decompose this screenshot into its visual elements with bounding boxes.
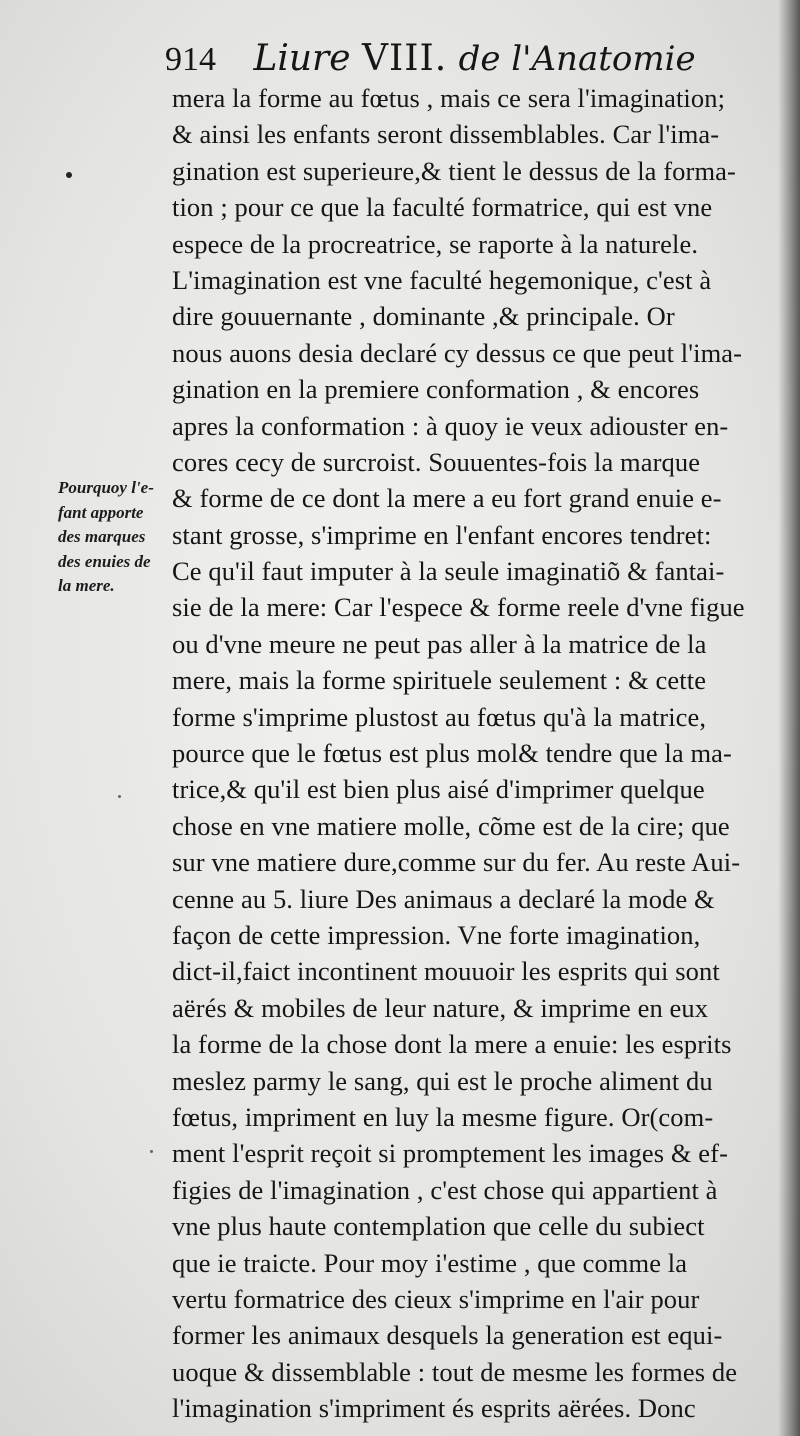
header-subject: de l'Anatomie [458,39,696,79]
text-line: façon de cette impression. Vne forte imagination, [172,919,701,950]
text-line: Ce qu'il faut imputer à la seule imaginatiõ & fantai- [172,556,725,587]
marginal-note-line: des enuies de [58,551,151,571]
text-line: & ainsi les enfants seront dissemblables. Car l'ima- [172,119,720,150]
header-book-number: VIII. [362,38,448,79]
margin-dot [66,172,72,178]
text-line: gination en la premiere conformation , & encores [172,374,700,405]
text-line: figies de l'imagination , c'est chose qui appartient à [172,1174,718,1205]
text-line: la forme de la chose dont la mere a enuie: les esprits [172,1029,732,1060]
paper-speck [150,1150,153,1153]
text-line: sur vne matiere dure,comme sur du fer. Au reste Aui- [172,847,741,878]
header-book-word: Liure [253,38,351,79]
text-line: ou d'vne meure ne peut pas aller à la matrice de la [172,628,707,659]
text-line: L'imagination est vne faculté hegemonique, c'est à [172,264,712,295]
marginal-note-line: Pourquoy l'e- [58,478,154,497]
text-line: forme s'imprime plustost au fœtus qu'à la matrice, [172,701,707,732]
text-line: gination est superieure,& tient le dessus de la forma- [172,155,736,186]
marginal-note-line: fant apporte [58,502,144,522]
text-line: cores cecy de surcroist. Souuentes-fois la marque [172,446,701,477]
text-line: aërés & mobiles de leur nature, & imprime en eux [172,992,709,1023]
text-line: mere, mais la forme spirituele seulement : & cette [172,665,707,696]
text-line: ment l'esprit reçoit si promptement les images & ef- [172,1138,729,1169]
text-line: chose en vne matiere molle, cõme est de la cire; que [172,810,730,841]
text-line: tion ; pour ce que la faculté formatrice, qui est vne [172,192,713,223]
text-line: apres la conformation : à quoy ie veux adiouster en- [172,410,729,441]
paper-speck [118,795,121,798]
page-edge-shadow [778,0,800,1436]
text-line: former les animaux desquels la generation est equi- [172,1320,723,1351]
marginal-note-line: des marques [58,527,146,546]
text-line: fœtus, impriment en luy la mesme figure. Or(com- [172,1101,714,1132]
text-line: dire gouuernante , dominante ,& principale. Or [172,301,675,332]
text-line: nous auons desia declaré cy dessus ce que peut l'ima- [172,337,743,368]
text-line: que ie traicte. Pour moy i'estime , que comme la [172,1247,688,1278]
text-line: dict-il,faict incontinent mouuoir les esprits qui sont [172,956,720,987]
text-line: vne plus haute contemplation que celle du subiect [172,1211,705,1242]
text-line: meslez parmy le sang, qui est le proche aliment du [172,1065,713,1096]
text-line: mera la forme au fœtus , mais ce sera l'imagination; [172,83,726,113]
text-line: cenne au 5. liure Des animaus a declaré la mode & [172,883,715,914]
marginal-note-line: la mere. [58,576,115,595]
text-line: vertu formatrice des cieux s'imprime en l'air pour [172,1283,700,1314]
text-line: espece de la procreatrice, se raporte à la naturele. [172,228,699,259]
marginal-note [58,476,178,599]
text-line: uoque & dissemblable : tout de mesme les formes de [172,1356,738,1387]
body-text [172,80,772,1426]
text-line: & forme de ce dont la mere a eu fort grand enuie e- [172,483,722,514]
text-line: l'imagination s'impriment és esprits aërées. Donc [172,1393,696,1424]
text-line: trice,& qu'il est bien plus aisé d'imprimer quelque [172,774,705,805]
text-line: stant grosse, s'imprime en l'enfant encores tendret: [172,519,712,550]
text-line: pource que le fœtus est plus mol& tendre que la ma- [172,738,732,769]
page-number: 914 [165,41,216,78]
text-line: sie de la mere: Car l'espece & forme reele d'vne figue [172,592,745,623]
